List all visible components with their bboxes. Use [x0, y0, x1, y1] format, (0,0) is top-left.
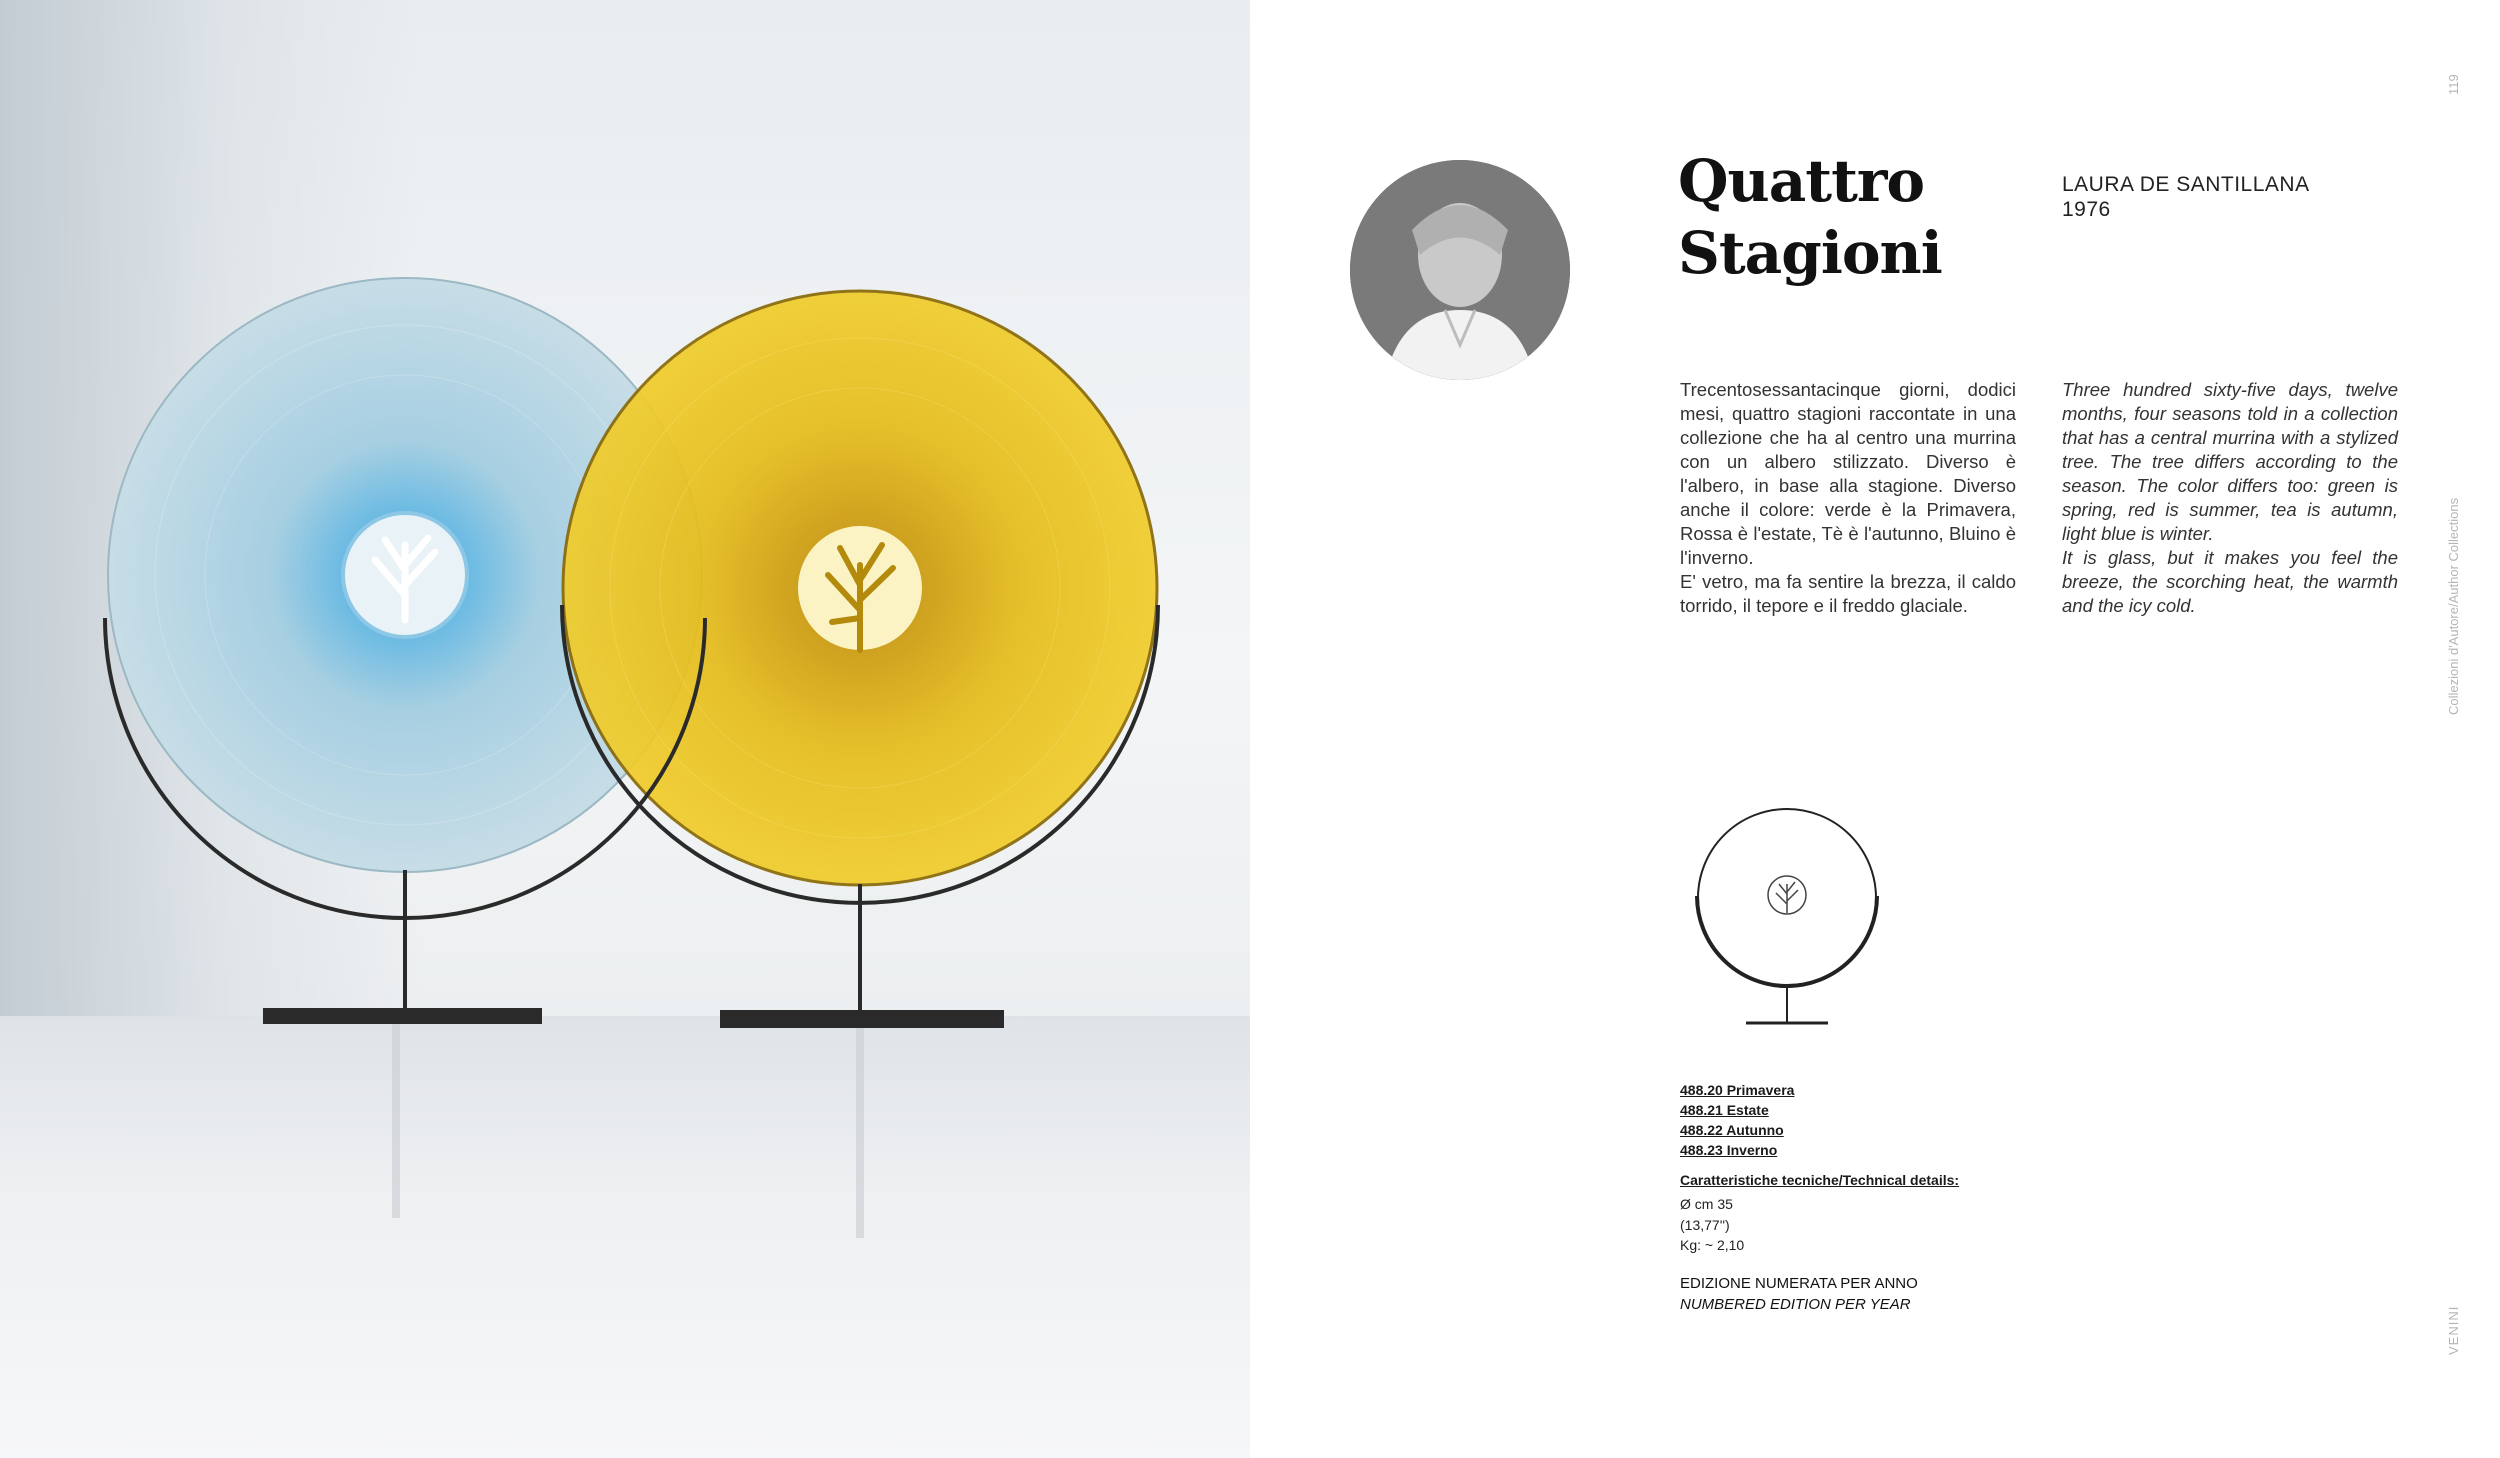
designer-name: LAURA DE SANTILLANA: [2062, 173, 2310, 196]
description-en-paragraph-2: It is glass, but it makes you feel the breeze, the scorching heat, the warmth and the icy cold.: [2062, 547, 2398, 616]
technical-line-drawing: [1680, 798, 1880, 1038]
product-codes: [1680, 1080, 1794, 1160]
designer-portrait: [1350, 160, 1570, 380]
code-inverno[interactable]: 488.23 Inverno: [1680, 1142, 1778, 1158]
weight: Kg: ~ 2,10: [1680, 1237, 1745, 1253]
diameter: Ø cm 35: [1680, 1196, 1733, 1212]
portrait-image: [1350, 160, 1570, 380]
description-en-paragraph-1: Three hundred sixty-five days, twelve months, four seasons told in a collection that has a central murrina with a stylized tree. The tree differs according to the season. The color differs too: green is spring, red is summer, tea is autumn, light blue is winter.: [2062, 379, 2398, 544]
title-line-1: Quattro: [1678, 147, 1925, 215]
design-year: 1976: [2062, 198, 2111, 221]
edition-note: [1680, 1274, 1918, 1315]
code-autunno[interactable]: 488.22 Autunno: [1680, 1122, 1784, 1138]
tree-motif-icon: [1768, 876, 1806, 914]
yellow-disc: [563, 291, 1157, 885]
code-primavera[interactable]: 488.20 Primavera: [1680, 1082, 1795, 1098]
title-line-2: Stagioni: [1678, 219, 1942, 287]
blue-stand-shadow: [392, 1018, 400, 1218]
description-it-paragraph-1: Trecentosessantacinque giorni, dodici mesi, quattro stagioni raccontate in una collezione che ha al centro una murrina con un albero stilizzato. Diverso è l'albero, in base alla stagione. Diverso anche il colore: verde è la Primavera, Rossa è l'estate, Tè è l'autunno, Bluino è l'inverno.: [1680, 379, 2016, 568]
page-number: 119: [2446, 74, 2461, 95]
technical-details-heading: Caratteristiche tecniche/Technical details:: [1680, 1172, 1960, 1188]
description-it-paragraph-2: E' vetro, ma fa sentire la brezza, il caldo torrido, il tepore e il freddo glaciale.: [1680, 571, 2016, 616]
yellow-stand-shadow: [856, 1018, 864, 1238]
designer-block: [2062, 172, 2310, 222]
edition-english: NUMBERED EDITION PER YEAR: [1680, 1295, 1911, 1313]
code-estate[interactable]: 488.21 Estate: [1680, 1102, 1769, 1118]
product-title: [1678, 145, 1942, 289]
brand-label: VENINI: [2446, 1305, 2461, 1355]
collection-label: Collezioni d'Autore/Author Collections: [2446, 497, 2461, 715]
technical-details: [1680, 1194, 1744, 1256]
edition-italian: EDIZIONE NUMERATA PER ANNO: [1680, 1275, 1918, 1292]
diameter-inches: (13,77''): [1680, 1216, 1730, 1233]
description-english: [2062, 378, 2398, 618]
description-italian: [1680, 378, 2016, 618]
